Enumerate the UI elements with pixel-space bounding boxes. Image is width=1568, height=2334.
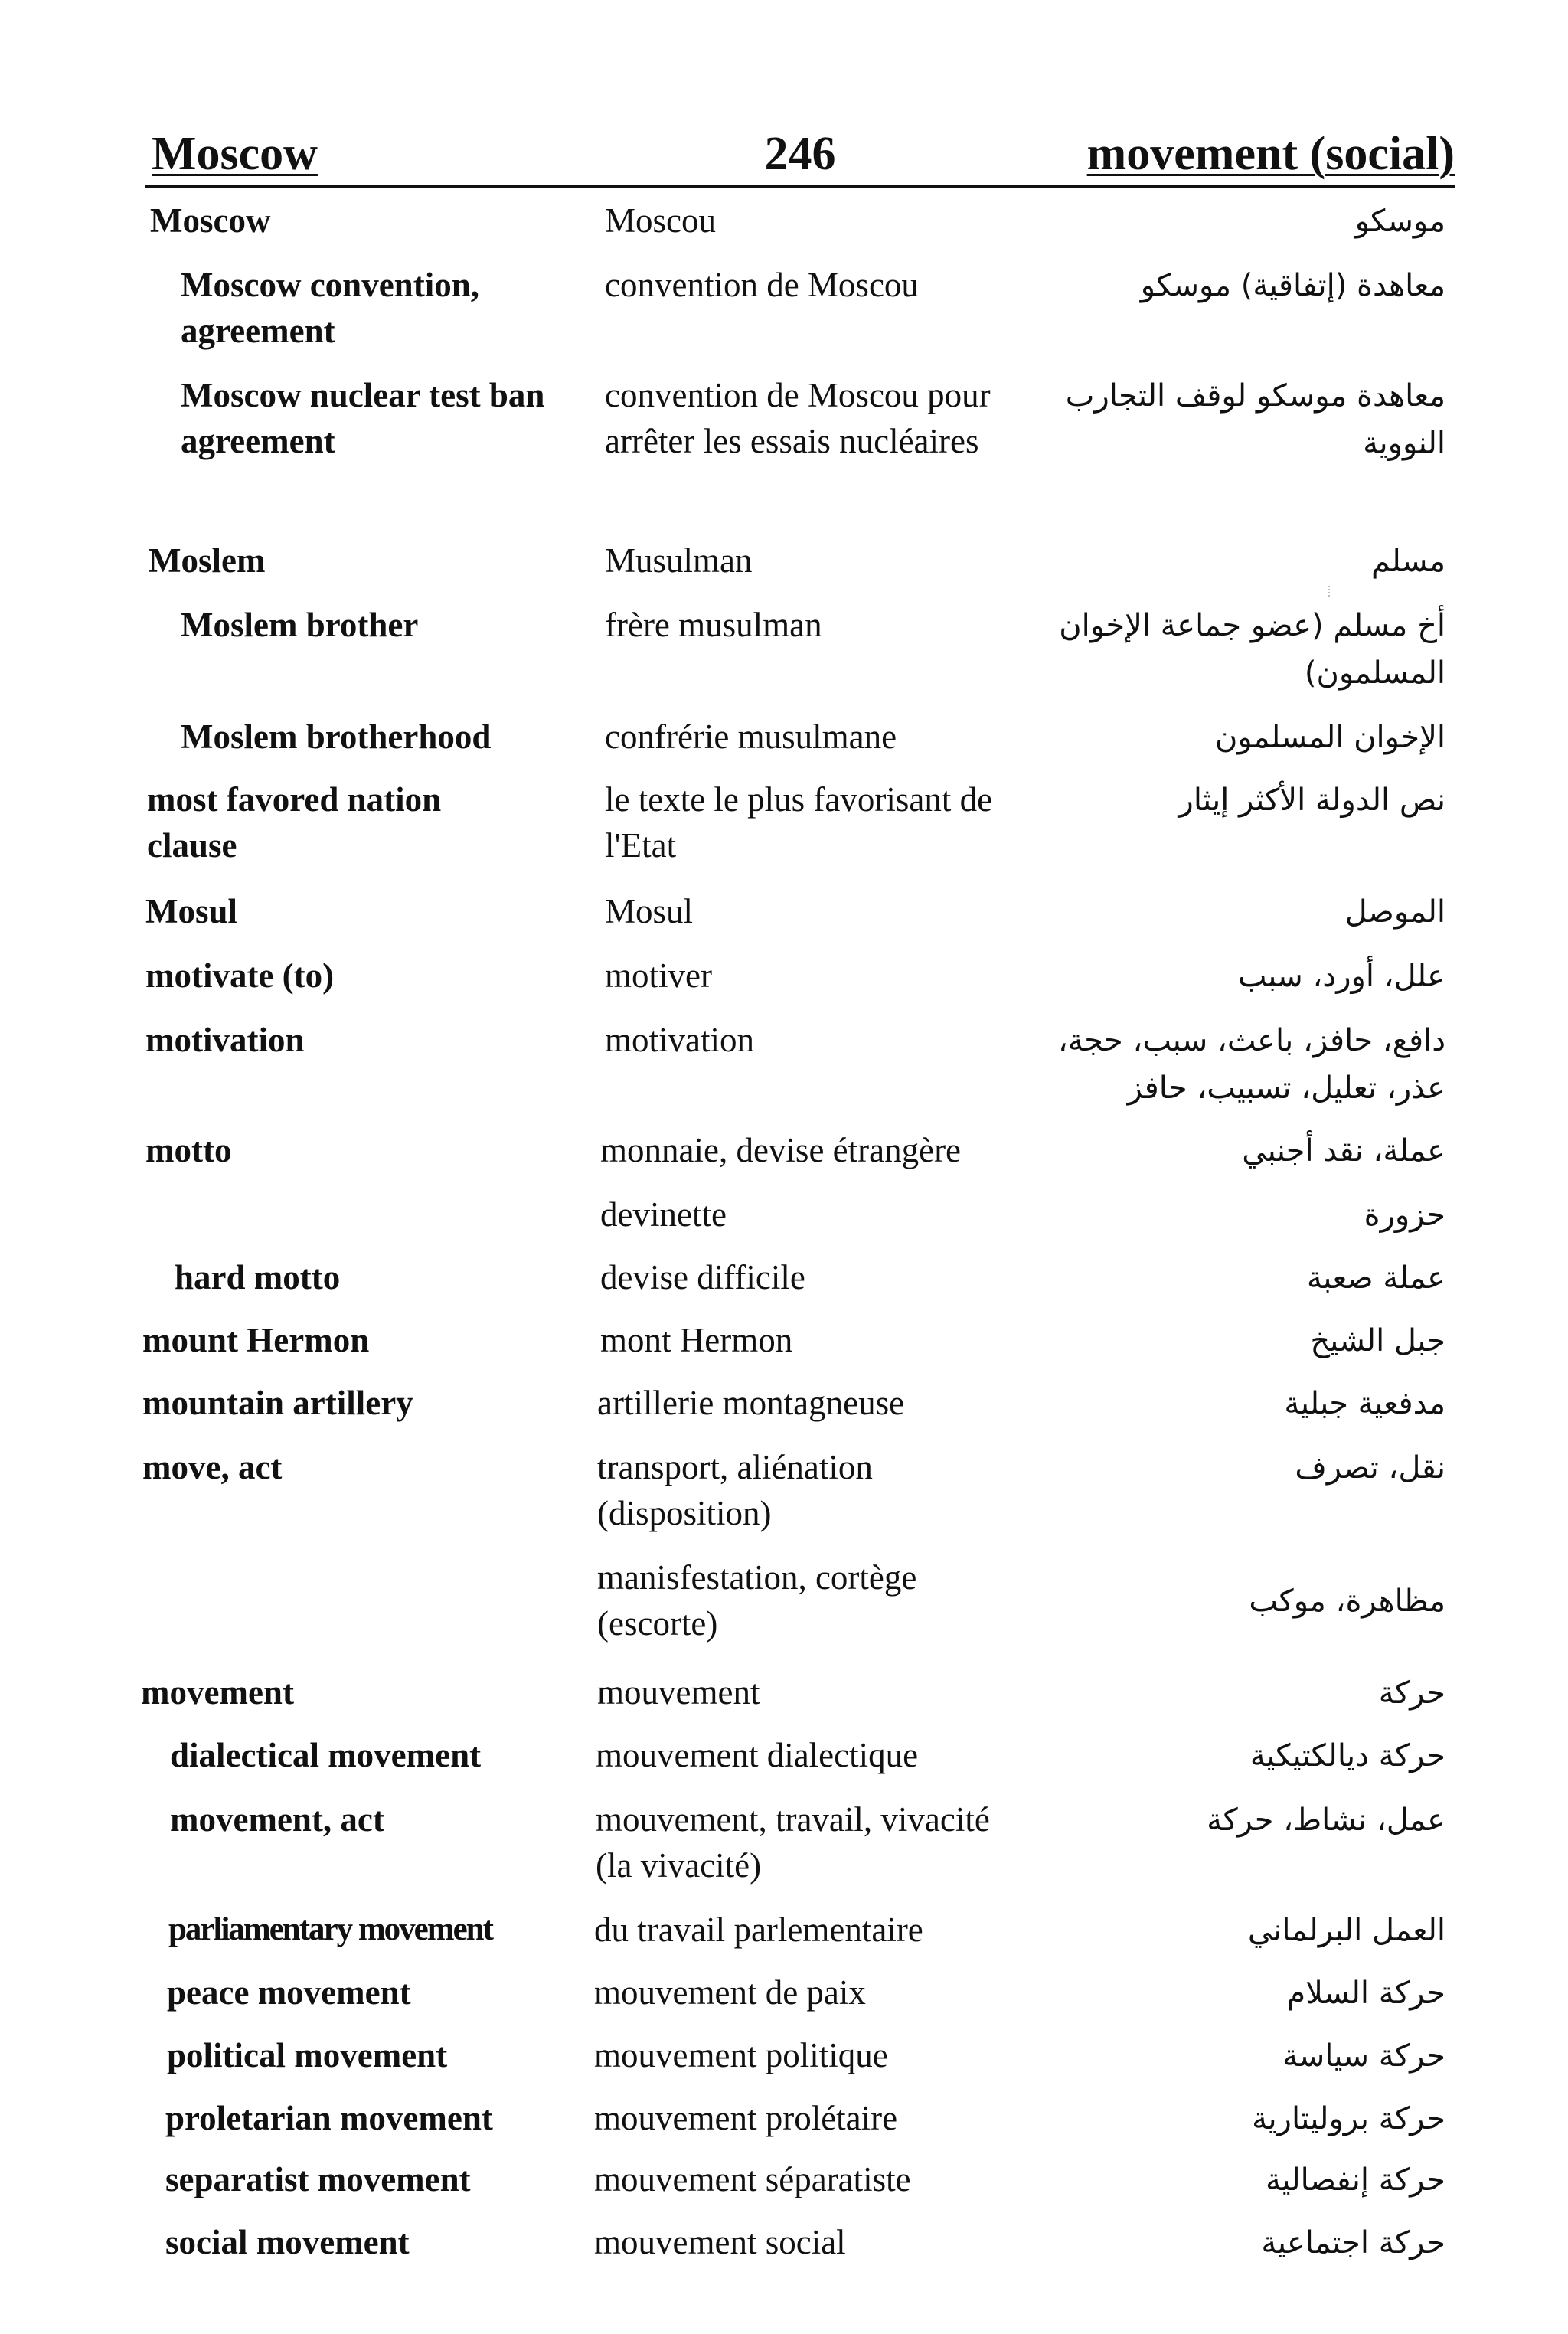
arabic-translation: الموصل [1344, 894, 1446, 930]
french-translation: devise difficile [600, 1258, 805, 1296]
arabic-translation: موسكو [1354, 204, 1446, 239]
arabic-translation: حركة سياسة [1282, 2038, 1446, 2074]
english-term: move, act [142, 1448, 283, 1486]
french-translation: motiver [605, 956, 712, 995]
french-translation: mouvement séparatiste [594, 2160, 911, 2198]
english-term: hard motto [175, 1258, 341, 1296]
french-translation: mouvement politique [594, 2036, 888, 2074]
french-translation: frère musulman [605, 606, 822, 644]
french-translation: mouvement prolétaire [594, 2099, 898, 2137]
french-translation: mouvement dialectique [596, 1736, 919, 1774]
arabic-translation: معاهدة موسكو لوقف التجارب النووية [1065, 378, 1446, 461]
french-translation: transport, aliénation (disposition) [597, 1448, 873, 1532]
arabic-translation: حركة ديالكتيكية [1250, 1738, 1446, 1773]
english-term: Moslem [149, 541, 266, 580]
arabic-translation: علل، أورد، سبب [1237, 959, 1446, 994]
english-term: motto [145, 1131, 232, 1169]
french-translation: monnaie, devise étrangère [600, 1131, 962, 1169]
french-translation: du travail parlementaire [594, 1911, 923, 1949]
english-term: motivation [145, 1021, 305, 1059]
french-translation: mouvement social [594, 2223, 846, 2261]
english-term: social movement [165, 2223, 410, 2261]
french-translation: mouvement de paix [594, 1973, 866, 2012]
arabic-translation: حركة [1378, 1675, 1446, 1711]
english-term: mount Hermon [142, 1321, 370, 1359]
english-term: Moscow convention, agreement [181, 266, 479, 350]
english-term: Moscow [150, 201, 271, 240]
english-term: motivate (to) [145, 956, 335, 995]
english-term: Moslem brother [181, 606, 419, 644]
french-translation: manisfestation, cortège (escorte) [597, 1558, 917, 1643]
english-term: Mosul [145, 892, 238, 930]
english-term: separatist movement [165, 2160, 471, 2198]
arabic-translation: حركة اجتماعية [1261, 2225, 1446, 2260]
english-term: most favored nation clause [147, 780, 442, 865]
header-first-entry: Moscow [152, 128, 318, 180]
arabic-translation: نقل، تصرف [1295, 1450, 1446, 1486]
arabic-translation: دافع، حافز، باعث، سبب، حجة، عذر، تعليل، تسبيب، حافز [1057, 1023, 1446, 1106]
french-translation: mouvement [597, 1673, 760, 1711]
french-translation: devinette [600, 1195, 727, 1234]
arabic-translation: مدفعية جبلية [1284, 1386, 1446, 1421]
english-term: dialectical movement [170, 1736, 482, 1774]
arabic-translation: حركة إنفصالية [1265, 2162, 1446, 2198]
arabic-translation: عملة، نقد أجنبي [1242, 1133, 1446, 1169]
english-term: political movement [167, 2036, 448, 2074]
arabic-translation: أخ مسلم (عضو جماعة الإخوان المسلمون) [1059, 608, 1446, 691]
french-translation: artillerie montagneuse [597, 1384, 905, 1422]
french-translation: Mosul [605, 892, 694, 930]
english-term: movement, act [170, 1800, 384, 1839]
english-term: parliamentary movement [168, 1911, 492, 1947]
arabic-translation: عملة صعبة [1306, 1260, 1446, 1296]
page-number: 246 [764, 128, 836, 180]
french-translation: convention de Moscou [605, 266, 919, 304]
english-term: proletarian movement [165, 2099, 493, 2137]
french-translation: le texte le plus favorisant de l'Etat [605, 780, 993, 865]
english-term: Moslem brotherhood [181, 718, 492, 756]
english-term: movement [141, 1673, 294, 1711]
arabic-translation: العمل البرلماني [1247, 1913, 1446, 1948]
english-term: peace movement [167, 1973, 411, 2012]
french-translation: mont Hermon [600, 1321, 793, 1359]
arabic-translation: حركة السلام [1286, 1976, 1446, 2011]
french-translation: Musulman [605, 541, 753, 580]
arabic-translation: حركة بروليتارية [1252, 2101, 1446, 2136]
french-translation: motivation [605, 1021, 754, 1059]
header-last-entry: movement (social) [1086, 128, 1455, 180]
arabic-translation: الإخوان المسلمون [1214, 720, 1446, 755]
arabic-translation: معاهدة (إتفاقية) موسكو [1140, 268, 1446, 303]
french-translation: confrérie musulmane [605, 718, 897, 756]
arabic-translation: نص الدولة الأكثر إيثار [1178, 783, 1446, 818]
arabic-translation: جبل الشيخ [1310, 1323, 1446, 1358]
arabic-translation: مظاهرة، موكب [1249, 1584, 1446, 1619]
scan-speck [1328, 586, 1333, 597]
english-term: Moscow nuclear test ban agreement [181, 376, 545, 460]
arabic-translation: مسلم [1371, 544, 1446, 579]
arabic-translation: حزورة [1364, 1198, 1446, 1233]
english-term: mountain artillery [142, 1384, 413, 1422]
french-translation: Moscou [605, 201, 716, 240]
french-translation: mouvement, travail, vivacité (la vivacité) [596, 1800, 990, 1885]
arabic-translation: عمل، نشاط، حركة [1207, 1803, 1446, 1838]
french-translation: convention de Moscou pour arrêter les essais nucléaires [605, 376, 991, 460]
